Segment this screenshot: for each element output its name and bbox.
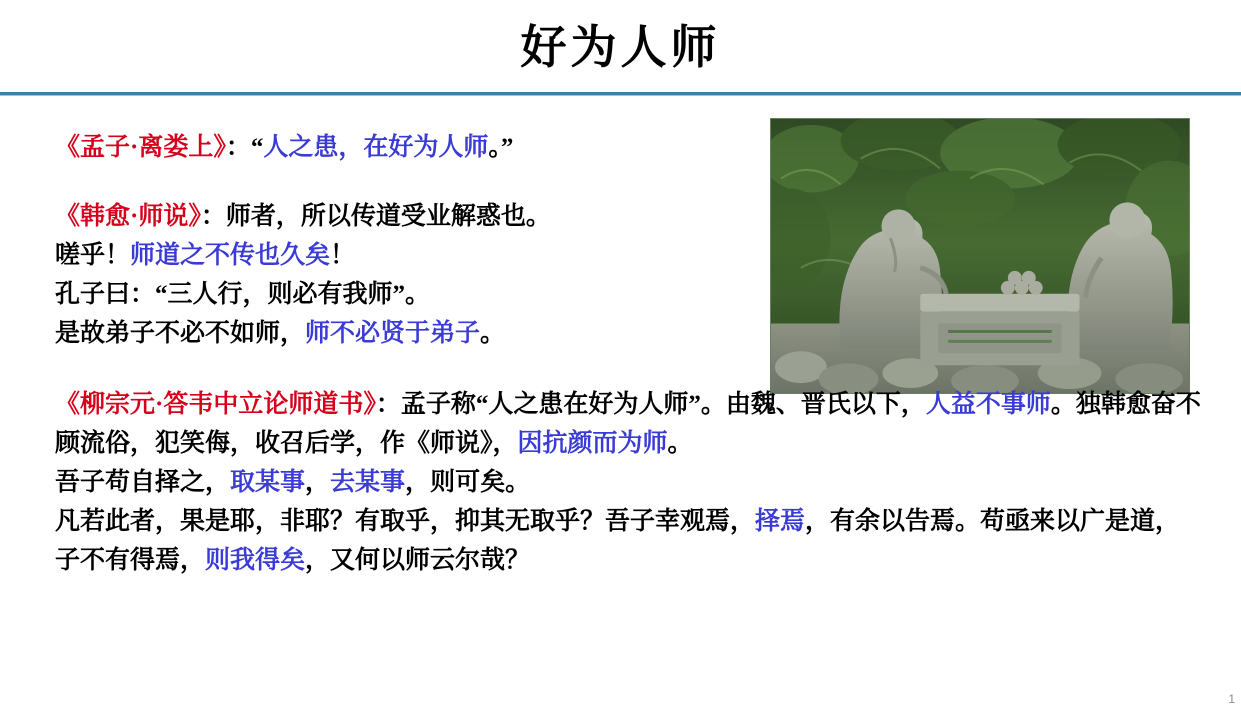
title-divider — [0, 92, 1241, 95]
quote-line — [55, 502, 1205, 580]
text-run: 因抗颜而为师 — [517, 430, 668, 457]
quote-block-mengzi — [55, 128, 755, 167]
text-run: 。独韩愈奋不顾流俗，犯笑侮，收召后学，作《师说》， — [55, 391, 1201, 457]
text-run: 嗟乎！ — [55, 242, 131, 269]
quote-line — [55, 275, 755, 314]
text-run: 孟子·离娄上 — [80, 134, 214, 161]
text-run: ，有余以告焉。苟亟来以广是道，子不有得焉， — [55, 508, 1181, 574]
text-run: 是故弟子不必不如师， — [55, 320, 306, 347]
text-run: 《 — [55, 391, 81, 418]
quote-line — [55, 385, 1205, 463]
text-run: 师道之不传也久矣 — [130, 242, 331, 269]
text-run: ：“ — [225, 134, 264, 161]
text-run: ！ — [330, 242, 356, 269]
text-run: 师不必贤于弟子 — [305, 320, 481, 347]
quote-line — [55, 197, 755, 236]
page-title: 好为人师 — [520, 20, 721, 74]
text-run: ，又何以师云尔哉？ — [305, 547, 531, 574]
slide-content — [55, 128, 1205, 580]
quote-line — [55, 463, 1205, 502]
text-run: ：孟子称“人之患在好为人师”。由魏、晋氏以下， — [375, 391, 926, 418]
text-run: 。” — [488, 134, 514, 161]
quote-block-liuzongyuan — [55, 385, 1205, 580]
text-run: 。 — [480, 320, 506, 347]
text-run: 。 — [667, 430, 693, 457]
text-run: 凡若此者，果是耶，非耶？有取乎，抑其无取乎？吾子幸观焉， — [55, 508, 756, 535]
text-run: 吾子苟自择之， — [55, 469, 231, 496]
text-run: ，则可矣。 — [405, 469, 531, 496]
text-run: ：师者，所以传道受业解惑也。 — [200, 203, 551, 230]
text-run: 》 — [188, 203, 201, 230]
text-run: 取某事 — [230, 469, 306, 496]
text-run: 人之患，在好为人师 — [263, 134, 489, 161]
text-run: 韩愈·师说 — [80, 203, 189, 230]
quote-line — [55, 314, 755, 353]
text-run: 《 — [55, 134, 81, 161]
text-run: 》 — [213, 134, 226, 161]
text-run: 《 — [55, 203, 81, 230]
quote-line — [55, 128, 755, 167]
quote-line — [55, 236, 755, 275]
text-run: 去某事 — [330, 469, 406, 496]
text-run: 》 — [363, 391, 376, 418]
page-number: 1 — [1228, 692, 1235, 706]
quote-block-hanyu — [55, 197, 755, 353]
text-run: 孔子曰：“三人行，则必有我师”。 — [55, 281, 431, 308]
text-run: 人益不事师 — [925, 391, 1051, 418]
text-run: ， — [305, 469, 331, 496]
text-run: 柳宗元·答韦中立论师道书 — [80, 391, 364, 418]
text-run: 则我得矣 — [205, 547, 306, 574]
text-run: 择焉 — [755, 508, 806, 535]
